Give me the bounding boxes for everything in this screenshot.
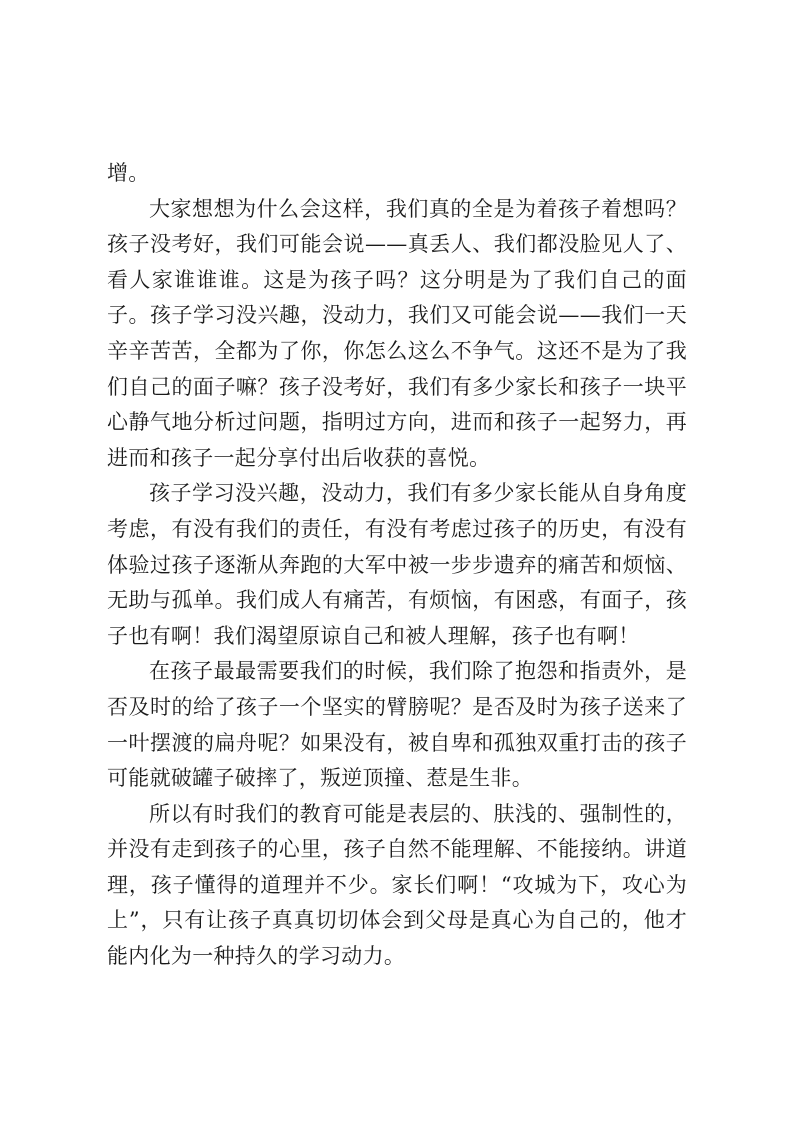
document-body (107, 156, 687, 975)
paragraph-continuation: 增。 (107, 161, 150, 185)
paragraph: 大家想想为什么会这样，我们真的全是为着孩子着想吗？孩子没考好，我们可能会说——真丢人、我们都没脸见人了、看人家谁谁谁。这是为孩子吗？这分明是为了我们自己的面子。孩子学习没兴趣，没动力，我们又可能会说——我们一天辛辛苦苦，全都为了你，你怎么这么不争气。这还不是为了我们自己的面子嘛？孩子没考好，我们有多少家长和孩子一块平心静气地分析过问题，指明过方向，进而和孩子一起努力，再进而和孩子一起分享付出后收获的喜悦。 (107, 196, 687, 470)
paragraph: 孩子学习没兴趣，没动力，我们有多少家长能从自身角度考虑，有没有我们的责任，有没有考虑过孩子的历史，有没有体验过孩子逐渐从奔跑的大军中被一步步遗弃的痛苦和烦恼、无助与孤单。我们成人有痛苦，有烦恼，有困惑，有面子，孩子也有啊！我们渴望原谅自己和被人理解，孩子也有啊！ (107, 481, 687, 648)
paragraph: 所以有时我们的教育可能是表层的、肤浅的、强制性的，并没有走到孩子的心里，孩子自然不能理解、不能接纳。讲道理，孩子懂得的道理并不少。家长们啊！“攻城为下，攻心为上”，只有让孩子真真切切体会到父母是真心为自己的，他才能内化为一种持久的学习动力。 (107, 801, 687, 969)
paragraph: 在孩子最最需要我们的时候，我们除了抱怨和指责外，是否及时的给了孩子一个坚实的臂膀呢？是否及时为孩子送来了一叶摆渡的扁舟呢？如果没有，被自卑和孤独双重打击的孩子可能就破罐子破摔了，叛逆顶撞、惹是生非。 (107, 659, 687, 791)
